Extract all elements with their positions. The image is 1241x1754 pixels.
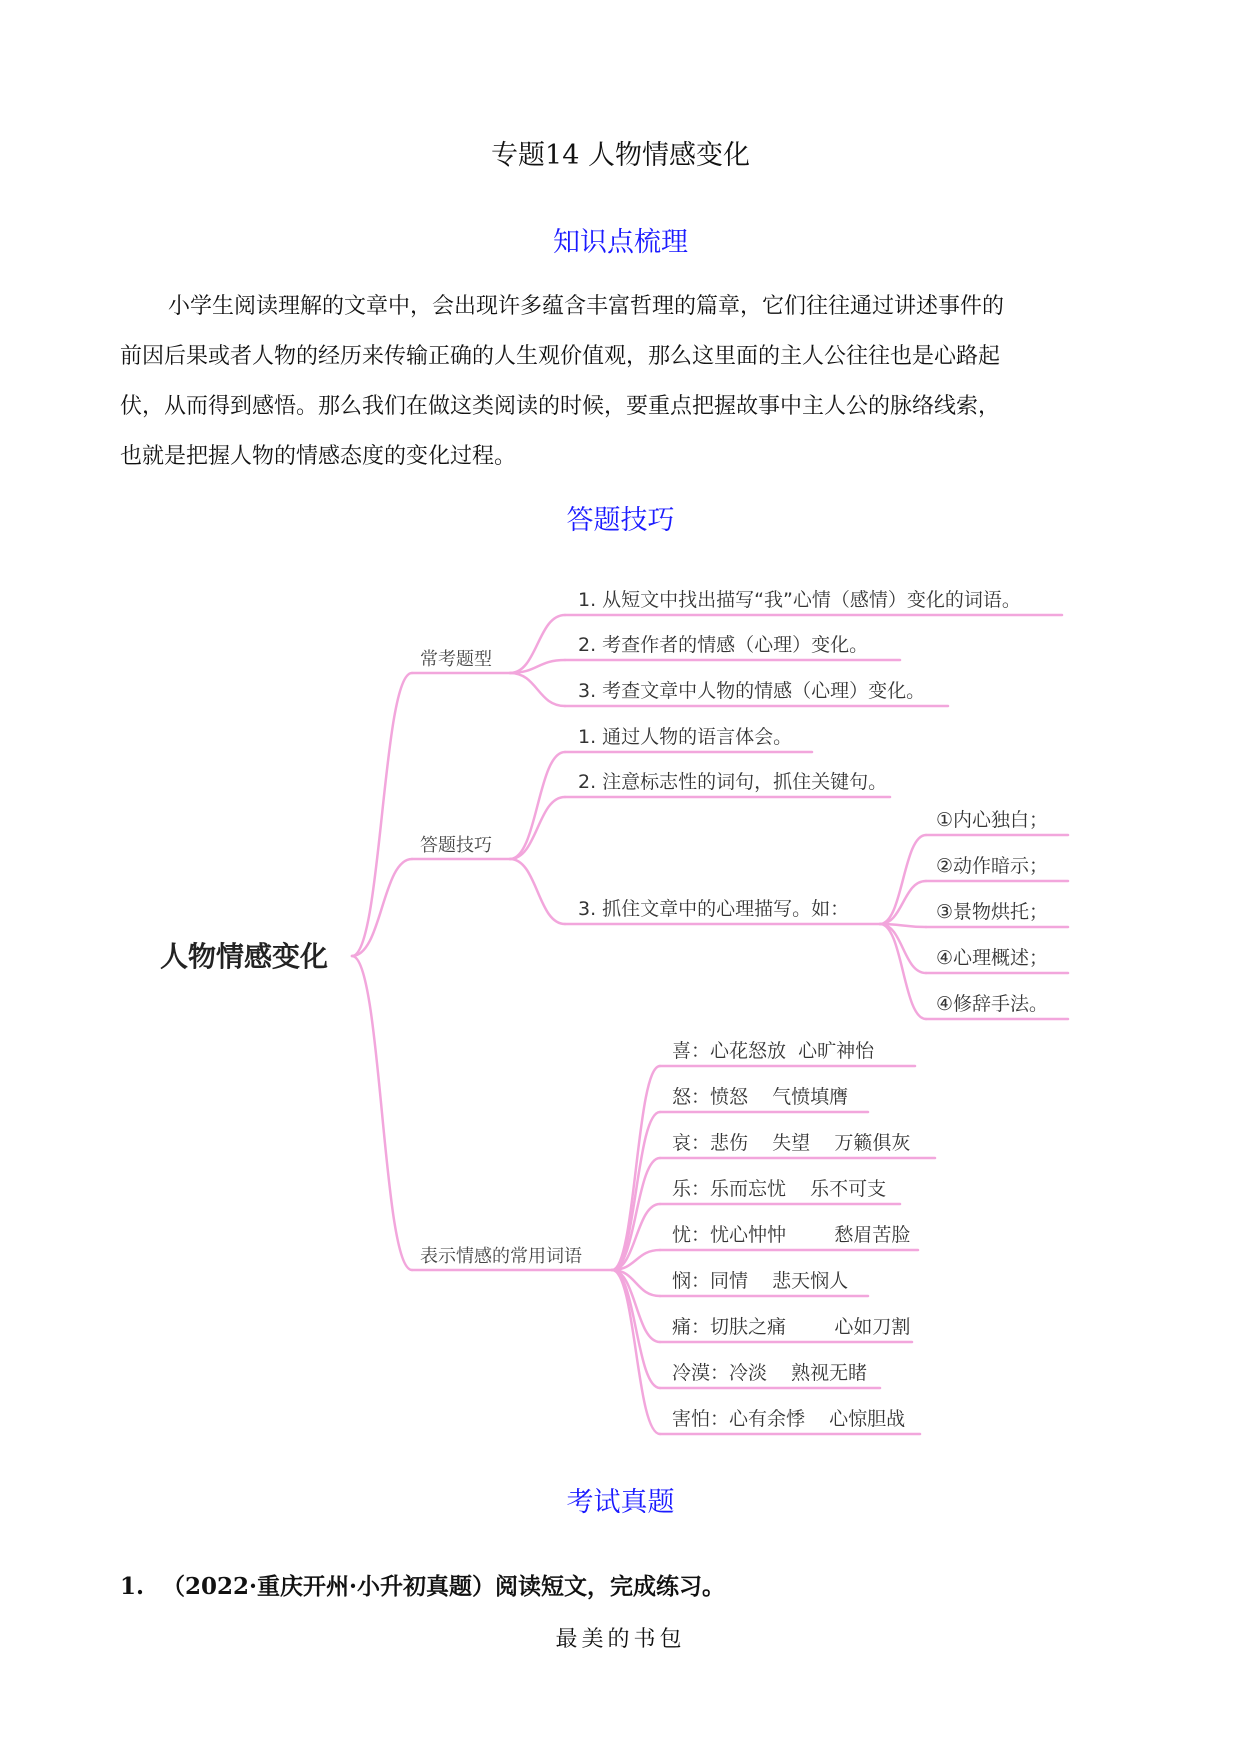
emotion-word-item: 痛：切肤之痛 心如刀割: [672, 1316, 911, 1338]
subitem-connector: [880, 835, 926, 924]
technique-item: ③景物烘托；: [936, 901, 1049, 923]
subitem-connector: [880, 881, 926, 924]
root-to-branch-connector: [352, 673, 412, 956]
word-connector: [612, 1112, 660, 1270]
question-number: 1.: [120, 1573, 145, 1600]
branch-label-answer-skills: 答题技巧: [420, 835, 492, 856]
word-connector: [612, 1270, 660, 1388]
emotion-word-item: 怒：愤怒 气愤填膺: [672, 1086, 849, 1108]
type-item: 2. 考查作者的情感（心理）变化。: [578, 634, 869, 656]
subitem-connector: [880, 924, 926, 973]
question-text: （2022·重庆开州·小升初真题）阅读短文，完成练习。: [162, 1573, 726, 1600]
skill-item: 1. 通过人物的语言体会。: [578, 726, 793, 748]
branch-label-frequent-types: 常考题型: [420, 649, 492, 670]
item-connector: [510, 859, 565, 924]
item-connector: [510, 673, 565, 706]
emotion-word-item: 乐：乐而忘忧 乐不可支: [672, 1178, 887, 1200]
root-to-branch-connector: [352, 956, 412, 1270]
section-heading-skills: 答题技巧: [566, 505, 675, 536]
item-connector: [510, 752, 565, 859]
intro-line: 伏，从而得到感悟。那么我们在做这类阅读的时候，要重点把握故事中主人公的脉络线索，: [120, 394, 1001, 419]
question-1: [120, 1568, 725, 1601]
skill-item: 3. 抓住文章中的心理描写。如：: [578, 898, 850, 920]
emotion-word-item: 冷漠：冷淡 熟视无睹: [672, 1362, 868, 1384]
intro-line: 前因后果或者人物的经历来传输正确的人生观价值观，那么这里面的主人公往往也是心路起: [120, 344, 1001, 369]
mind-map: [0, 540, 1241, 1450]
intro-line: 也就是把握人物的情感态度的变化过程。: [120, 444, 517, 469]
page-title: 专题14 人物情感变化: [491, 140, 750, 171]
type-item: 3. 考查文章中人物的情感（心理）变化。: [578, 680, 926, 702]
emotion-word-item: 害怕：心有余悸 心惊胆战: [672, 1408, 906, 1430]
technique-item: ①内心独白；: [936, 809, 1049, 831]
emotion-word-item: 喜：心花怒放 心旷神怡: [672, 1040, 875, 1062]
emotion-word-item: 哀：悲伤 失望 万籁俱灰: [672, 1132, 911, 1154]
article-title: 最美的书包: [555, 1627, 686, 1652]
technique-item: ②动作暗示；: [936, 855, 1049, 877]
root-to-branch-connector: [352, 859, 412, 956]
technique-item: ④心理概述；: [936, 947, 1049, 969]
type-item: 1. 从短文中找出描写“我”心情（感情）变化的词语。: [578, 589, 1021, 611]
section-heading-knowledge: 知识点梳理: [553, 227, 688, 258]
intro-line: 小学生阅读理解的文章中，会出现许多蕴含丰富哲理的篇章，它们往往通过讲述事件的: [168, 294, 1005, 319]
technique-item: ④修辞手法。: [936, 993, 1049, 1015]
skill-item: 2. 注意标志性的词句，抓住关键句。: [578, 771, 888, 793]
item-connector: [510, 615, 565, 673]
intro-paragraph: [120, 282, 1125, 482]
emotion-word-item: 忧：忧心忡忡 愁眉苦脸: [672, 1224, 911, 1246]
mind-map-root: 人物情感变化: [160, 940, 329, 973]
section-heading-exam: 考试真题: [566, 1487, 675, 1518]
emotion-word-item: 悯：同情 悲天悯人: [672, 1270, 849, 1292]
branch-label-emotion-words: 表示情感的常用词语: [420, 1246, 582, 1267]
